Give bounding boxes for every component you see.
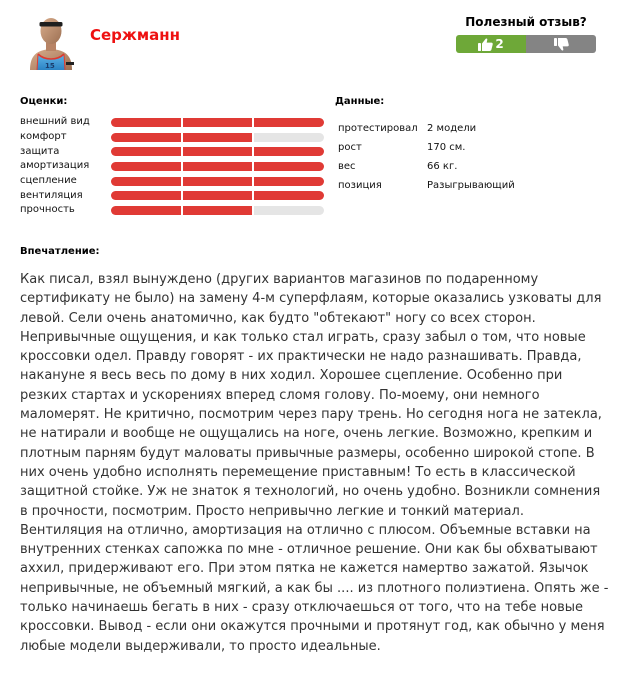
rating-segment [183, 162, 253, 171]
vote-buttons [456, 35, 596, 53]
rating-label: вентиляция [20, 189, 83, 201]
rating-segment [111, 191, 181, 200]
rating-row [20, 144, 330, 159]
rating-bar [111, 118, 324, 127]
data-value: 66 кг. [427, 161, 458, 172]
impression-heading: Впечатление: [20, 246, 100, 257]
helpful-vote-widget [455, 15, 597, 53]
data-row [338, 176, 515, 195]
data-value: 2 модели [427, 123, 477, 134]
rating-label: защита [20, 145, 60, 157]
basketball-player-avatar-icon [24, 12, 78, 72]
rating-segment [183, 118, 253, 127]
data-value: Разыгрывающий [427, 180, 515, 191]
rating-bar [111, 177, 324, 186]
rating-segment [111, 162, 181, 171]
vote-not-helpful-button[interactable] [526, 35, 596, 53]
rating-row [20, 188, 330, 203]
rating-segment [111, 118, 181, 127]
data-key: позиция [338, 180, 382, 191]
data-heading: Данные: [335, 96, 385, 107]
data-row [338, 138, 515, 157]
rating-bar [111, 191, 324, 200]
rating-bar [111, 206, 324, 215]
rating-label: сцепление [20, 175, 77, 187]
rating-segment [254, 206, 324, 215]
rating-segment [254, 177, 324, 186]
svg-text:15: 15 [45, 62, 55, 70]
data-key: рост [338, 142, 362, 153]
rating-segment [111, 147, 181, 156]
rating-segment [183, 206, 253, 215]
username[interactable]: Сержманн [90, 26, 180, 44]
rating-row [20, 130, 330, 145]
thumbs-up-icon [478, 38, 493, 51]
user-avatar [24, 12, 78, 72]
thumbs-down-icon [554, 38, 569, 51]
rating-label: амортизация [20, 160, 90, 172]
review-text: Как писал, взял вынуждено (других вариантов магазинов по подаренному сертификату не было) на замену 4-м суперфлаям, которые оказались узковаты для левой. Сели очень анатомично, как будто "обтекают" ногу со всех сторон. Непривычные ощущения, и как только стал играть, сразу забыл о том, что новые кроссовки одел. Правду говорят - их практически не надо разнашивать. Правда, накануне я весь весь по дому в них ходил. Хорошее сцепление. Особенно при резких стартах и ускорениях вперед сломя голову. По-моему, они немного маломерят. Не критично, посмотрим через пару трень. Но сегодня нога не затекла, не натирали и вообще не ощущались на ноге, очень легкие. Возможно, крепким и плотным парням будут маловаты привычные размеры, особенно широкой стопе. В них очень удобно исполнять перемещение приставным! То есть в классической защитной стойке. Уж не знаток я технологий, но очень удобно. Возникли сомнения в прочности, посмотрим. Просто непривычно легкие и тонкий материал. Вентиляция на отлично, амортизация на отлично с плюсом. Объемные вставки на внутренних стенках сапожка по мне - отличное решение. Они как бы обхватывают аххил, придерживают его. При этом пятка не кажется намертво зажатой. Язычок непривычные, не объемный мягкий, а как бы .... из плотного полиэтиена. Опять же - только начинаешь бегать в них - сразу отключаешься от того, что на тебе новые кроссовки. Вывод - если они окажутся прочными и протянут год, как обычно у меня любые модели выдерживали, то просто идеальные. [20, 272, 609, 654]
rating-segment [183, 147, 253, 156]
rating-segment [111, 177, 181, 186]
data-key: вес [338, 161, 356, 172]
rating-segment [254, 162, 324, 171]
rating-label: прочность [20, 204, 75, 216]
ratings-heading: Оценки: [20, 96, 68, 107]
rating-row [20, 159, 330, 174]
helpful-question: Полезный отзыв? [465, 15, 587, 29]
ratings-list [20, 115, 330, 218]
rating-label: внешний вид [20, 116, 90, 128]
rating-segment [183, 177, 253, 186]
rating-row [20, 174, 330, 189]
rating-bar [111, 162, 324, 171]
data-value: 170 см. [427, 142, 466, 153]
helpful-count: 2 [495, 37, 504, 51]
rating-segment [183, 133, 253, 142]
rating-segment [254, 147, 324, 156]
reviewer-data-table [338, 119, 515, 195]
rating-row [20, 115, 330, 130]
data-key: протестировал [338, 123, 418, 134]
rating-segment [111, 206, 181, 215]
rating-segment [254, 118, 324, 127]
rating-bar [111, 147, 324, 156]
rating-segment [254, 133, 324, 142]
rating-label: комфорт [20, 131, 67, 143]
data-row [338, 119, 515, 138]
rating-row [20, 203, 330, 218]
rating-segment [183, 191, 253, 200]
rating-bar [111, 133, 324, 142]
data-row [338, 157, 515, 176]
rating-segment [111, 133, 181, 142]
vote-helpful-button[interactable] [456, 35, 526, 53]
rating-segment [254, 191, 324, 200]
